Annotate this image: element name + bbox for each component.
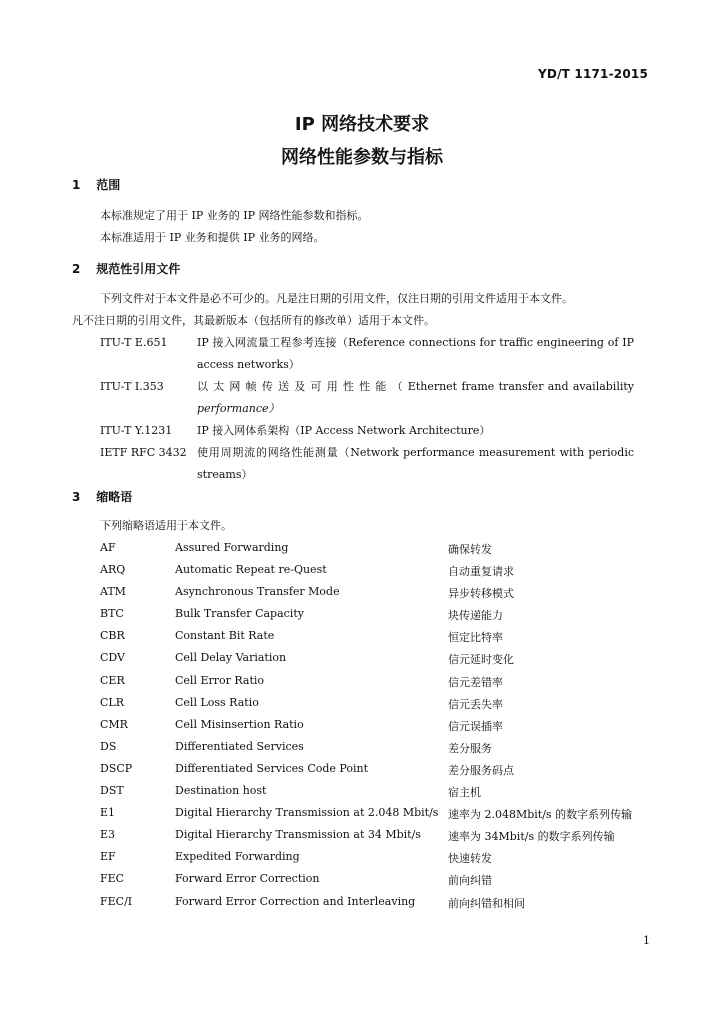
page-number: 1	[643, 934, 650, 947]
reference-code: ITU-T Y.1231	[100, 424, 173, 437]
document-code: YD/T 1171-2015	[538, 67, 648, 81]
abbreviation-code: CBR	[100, 629, 125, 643]
abbreviation-chinese: 快速转发	[448, 852, 492, 866]
section-number: 3	[72, 490, 81, 504]
abbreviation-chinese: 宿主机	[448, 786, 481, 800]
abbreviation-chinese: 前向纠错	[448, 874, 492, 888]
abbreviation-english: Cell Delay Variation	[175, 651, 287, 665]
abbreviation-chinese: 差分服务码点	[448, 763, 514, 777]
abbreviation-code: CDV	[100, 651, 125, 665]
section-number: 1	[72, 178, 81, 192]
abbreviations-intro: 下列缩略语适用于本文件。	[100, 519, 232, 532]
abbreviation-english: Asynchronous Transfer Mode	[175, 585, 340, 599]
reference-title-line-2: performance）	[197, 402, 280, 415]
section-number: 2	[72, 262, 81, 276]
abbreviation-english: Digital Hierarchy Transmission at 2.048 Mbit/s	[175, 806, 439, 820]
reference-code: ITU-T I.353	[100, 380, 164, 393]
section-title: 范围	[96, 178, 121, 192]
abbreviation-english: Forward Error Correction and Interleaving	[175, 894, 416, 908]
reference-title-line-1: IP 接入网流量工程参考连接（Reference connections for traffic engineering of IP	[197, 336, 634, 349]
abbreviation-code: ARQ	[100, 563, 126, 577]
section-2-heading	[72, 260, 180, 277]
section-1-heading	[72, 176, 120, 193]
reference-title-line-1: IP 接入网体系架构（IP Access Network Architecture）	[197, 424, 491, 437]
abbreviation-code: DST	[100, 784, 124, 798]
abbreviation-english: Differentiated Services	[175, 739, 304, 753]
scope-paragraph-1: 本标准规定了用于 IP 业务的 IP 网络性能参数和指标。	[100, 209, 369, 222]
abbreviation-code: FEC/I	[100, 894, 133, 908]
reference-title-line-1: 以 太 网 帧 传 送 及 可 用 性 性 能 （ Ethernet frame transfer and availability	[197, 380, 634, 393]
abbreviation-code: CER	[100, 673, 125, 687]
abbreviation-chinese: 恒定比特率	[448, 631, 503, 645]
section-title: 缩略语	[96, 490, 133, 504]
references-intro-line-1: 下列文件对于本文件是必不可少的。凡是注日期的引用文件，仅注日期的引用文件适用于本文件。	[100, 292, 573, 305]
abbreviation-code: DSCP	[100, 761, 133, 775]
reference-title-line-2: access networks）	[197, 358, 300, 371]
abbreviation-english: Cell Loss Ratio	[175, 695, 259, 709]
title-line-2: 网络性能参数与指标	[281, 147, 443, 168]
abbreviation-english: Bulk Transfer Capacity	[175, 607, 304, 621]
abbreviation-code: E3	[100, 828, 116, 842]
abbreviation-chinese: 块传递能力	[448, 609, 503, 623]
title-line-1: IP 网络技术要求	[294, 114, 430, 135]
section-3-heading	[72, 488, 132, 505]
abbreviation-code: BTC	[100, 607, 124, 621]
references-intro-line-2: 凡不注日期的引用文件，其最新版本（包括所有的修改单）适用于本文件。	[72, 314, 435, 327]
abbreviation-code: ATM	[100, 585, 126, 599]
abbreviation-chinese: 信元差错率	[448, 675, 503, 689]
abbreviation-english: Digital Hierarchy Transmission at 34 Mbit/s	[175, 828, 421, 842]
reference-title-line-1: 使用周期流的网络性能测量（Network performance measurement with periodic	[197, 446, 634, 459]
abbreviation-code: E1	[100, 806, 116, 820]
abbreviation-chinese: 确保转发	[448, 543, 492, 556]
abbreviation-english: Cell Misinsertion Ratio	[175, 717, 304, 731]
abbreviation-code: CMR	[100, 717, 128, 731]
abbreviation-chinese: 信元延时变化	[448, 653, 514, 667]
abbreviation-english: Automatic Repeat re-Quest	[175, 563, 327, 577]
abbreviation-english: Differentiated Services Code Point	[175, 761, 369, 775]
section-title: 规范性引用文件	[96, 262, 181, 276]
abbreviation-code: EF	[100, 850, 116, 864]
abbreviation-chinese: 速率为 34Mbit/s 的数字系列传输	[448, 830, 615, 844]
abbreviation-code: AF	[100, 541, 116, 554]
reference-title-line-2: streams）	[197, 468, 253, 481]
abbreviation-english: Assured Forwarding	[175, 541, 289, 554]
abbreviation-chinese: 前向纠错和相间	[448, 896, 525, 910]
scope-paragraph-2: 本标准适用于 IP 业务和提供 IP 业务的网络。	[100, 231, 325, 244]
abbreviation-english: Forward Error Correction	[175, 872, 320, 886]
abbreviation-chinese: 异步转移模式	[448, 587, 514, 601]
reference-code: IETF RFC 3432	[100, 446, 187, 459]
abbreviation-chinese: 自动重复请求	[448, 565, 514, 579]
abbreviation-code: DS	[100, 739, 117, 753]
reference-code: ITU-T E.651	[100, 336, 168, 349]
abbreviation-english: Constant Bit Rate	[175, 629, 275, 643]
abbreviation-chinese: 速率为 2.048Mbit/s 的数字系列传输	[448, 808, 633, 822]
abbreviation-chinese: 差分服务	[448, 741, 492, 755]
abbreviation-english: Expedited Forwarding	[175, 850, 300, 864]
abbreviation-chinese: 信元误插率	[448, 719, 503, 733]
abbreviation-code: FEC	[100, 872, 125, 886]
abbreviation-english: Destination host	[175, 784, 267, 798]
abbreviation-chinese: 信元丢失率	[448, 697, 503, 711]
abbreviation-code: CLR	[100, 695, 125, 709]
abbreviation-english: Cell Error Ratio	[175, 673, 265, 687]
